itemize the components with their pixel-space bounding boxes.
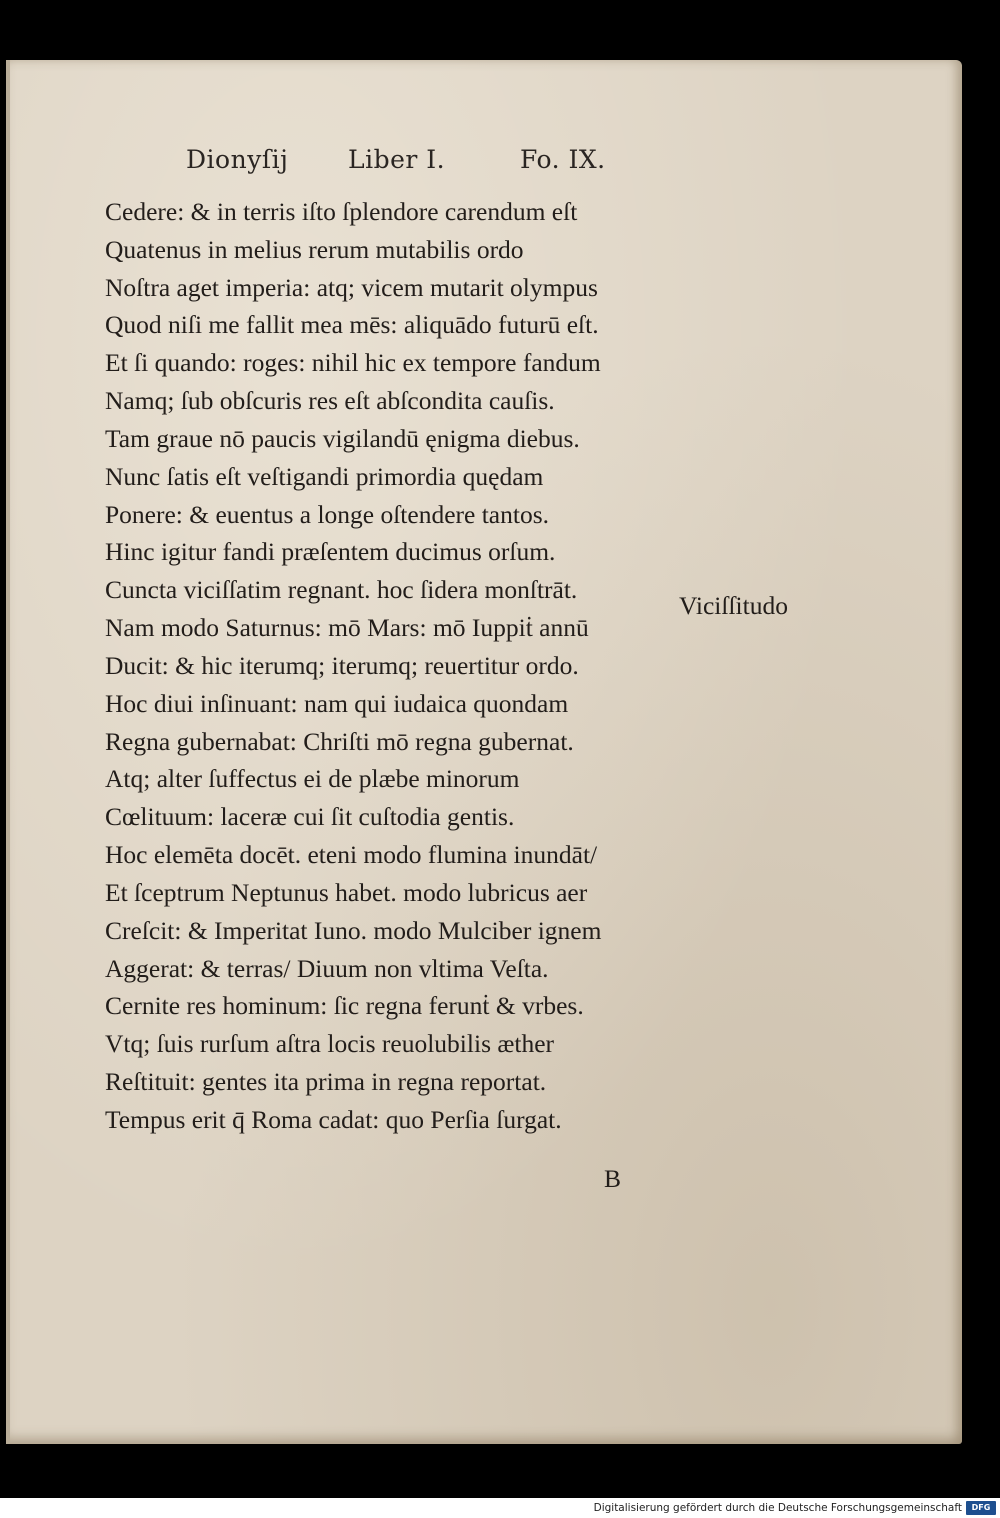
verse-line: Hoc diui inſinuant: nam qui iudaica quondam: [105, 688, 569, 718]
verse-line: Vtq; ſuis rurſum aſtra locis reuolubilis æther: [105, 1029, 555, 1059]
verse-line: Et ſceptrum Neptunus habet. modo lubricus aer: [105, 877, 588, 907]
verse-line: Nunc ſatis eſt veſtigandi primordia quędam: [105, 461, 544, 491]
page-edge: [6, 60, 10, 1444]
verse-line: Ponere: & euentus a longe oſtendere tantos.: [105, 499, 549, 529]
marginal-note: Viciſſitudo: [679, 591, 788, 620]
verse-line: Tempus erit q̄ Roma cadat: quo Perſia ſurgat.: [105, 1104, 562, 1134]
verse-line: Cœlituum: laceræ cui ſit cuſtodia gentis.: [105, 802, 515, 832]
verse-line: Quod niſi me fallit mea mēs: aliquādo futurū eſt.: [105, 310, 599, 340]
running-head-folio: Fo. IX.: [520, 145, 606, 174]
verse-line: Reſtituit: gentes ita prima in regna reportat.: [105, 1067, 547, 1097]
verse-line: Namq; ſub obſcuris res eſt abſcondita cauſis.: [105, 386, 555, 416]
verse-line: Regna gubernabat: Chriſti mō regna gubernat.: [105, 726, 574, 756]
verse-line: Noſtra aget imperia: atq; vicem mutarit olympus: [105, 272, 598, 302]
signature-mark: B: [604, 1164, 622, 1193]
verse-line: Ducit: & hic iterumq; iterumq; reuertitur ordo.: [105, 650, 579, 680]
verse-line: Nam modo Saturnus: mō Mars: mō Iuppiṫ annū: [105, 613, 589, 643]
verse-line: Hoc elemēta docēt. eteni modo flumina inundāt/: [105, 840, 598, 870]
verse-line: Tam graue nō paucis vigilandū ęnigma diebus.: [105, 423, 580, 453]
verse-line: Atq; alter ſuffectus ei de plæbe minorum: [105, 764, 520, 794]
funding-credit: Digitalisierung gefördert durch die Deutsche Forschungsgemeinschaft: [593, 1502, 962, 1514]
running-head-book: Liber I.: [348, 145, 446, 174]
verse-line: Quatenus in melius rerum mutabilis ordo: [105, 234, 524, 264]
verse-line: Hinc igitur fandi præſentem ducimus orſum.: [105, 537, 556, 567]
verse-line: Cuncta viciſſatim regnant. hoc ſidera monſtrāt.: [105, 575, 578, 605]
verse-line: Aggerat: & terras/ Diuum non vltima Veſta.: [105, 953, 549, 983]
verse-line: Et ſi quando: roges: nihil hic ex tempore fandum: [105, 348, 601, 378]
dfg-logo-icon: DFG: [966, 1501, 996, 1515]
verse-line: Cedere: & in terris iſto ſplendore carendum eſt: [105, 197, 578, 226]
verse-line: Cernite res hominum: ſic regna ferunṫ & vrbes.: [105, 991, 584, 1021]
running-head-author: Dionyſij: [186, 145, 289, 174]
footer-bar: [0, 1498, 1000, 1518]
verse-line: Creſcit: & Imperitat Iuno. modo Mulciber ignem: [105, 915, 602, 945]
verse-text: [105, 193, 685, 1139]
